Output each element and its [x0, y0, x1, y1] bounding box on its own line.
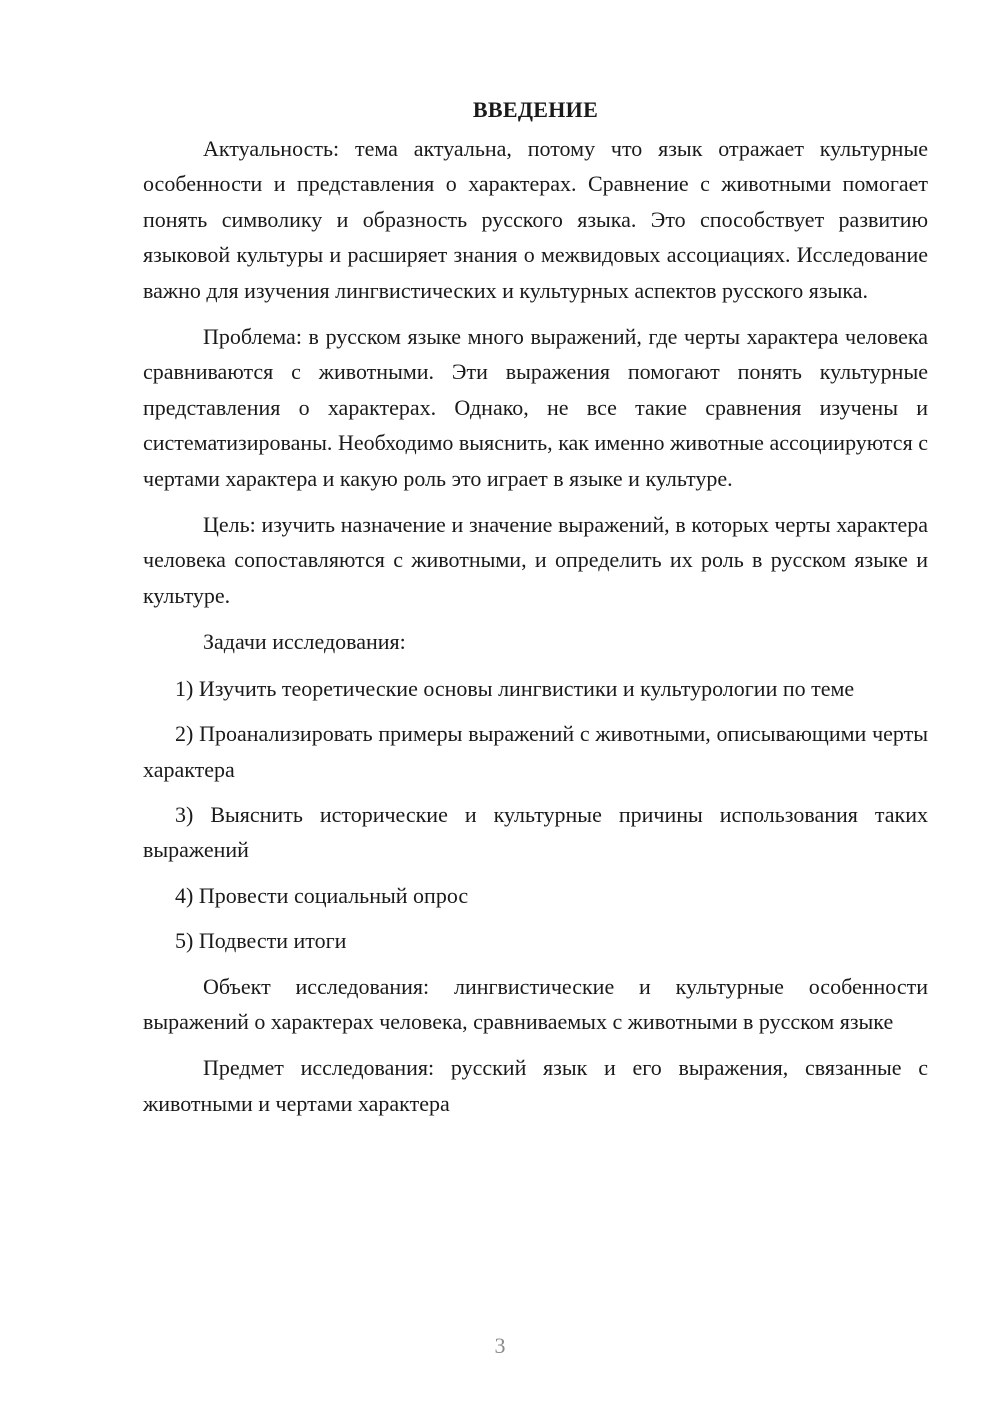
page-number: 3: [494, 1333, 506, 1358]
page-title: ВВЕДЕНИЕ: [472, 97, 599, 122]
paragraph-subject: Предмет исследования: русский язык и его выражения, связанные с животными и чертами характера: [143, 1055, 928, 1116]
paragraph-relevance: Актуальность: тема актуальна, потому что язык отражает культурные особенности и представления о характерах. Сравнение с животными помогает понять символику и образность русского языка. Это способствует развитию языковой культуры и расширяет знания о межвидовых ассоциациях. Исследование важно для изучения лингвистических и культурных аспектов русского языка.: [143, 136, 928, 303]
document-page: [143, 92, 928, 1132]
paragraph-object: Объект исследования: лингвистические и культурные особенности выражений о характерах человека, сравниваемых с животными в русском языке: [143, 973, 928, 1034]
task-item-3: 3) Выяснить исторические и культурные причины использования таких выражений: [143, 801, 928, 863]
task-item-4: 4) Провести социальный опрос: [175, 882, 469, 908]
paragraph-problem: Проблема: в русском языке много выражений, где черты характера человека сравниваются с животными. Эти выражения помогают понять культурные представления о характерах. Однако, не все такие сравнения изучены и систематизированы. Необходимо выяснить, как именно животные ассоциируются с чертами характера и какую роль это играет в языке и культуре.: [143, 324, 928, 491]
task-item-2: 2) Проанализировать примеры выражений с животными, описывающими черты характера: [143, 721, 928, 782]
task-item-5: 5) Подвести итоги: [175, 928, 347, 954]
tasks-heading: Задачи исследования:: [203, 629, 406, 655]
paragraph-goal: Цель: изучить назначение и значение выражений, в которых черты характера человека сопоставляются с животными, и определить их роль в русском языке и культуре.: [143, 512, 928, 608]
task-item-1: 1) Изучить теоретические основы лингвистики и культурологии по теме: [175, 675, 855, 701]
